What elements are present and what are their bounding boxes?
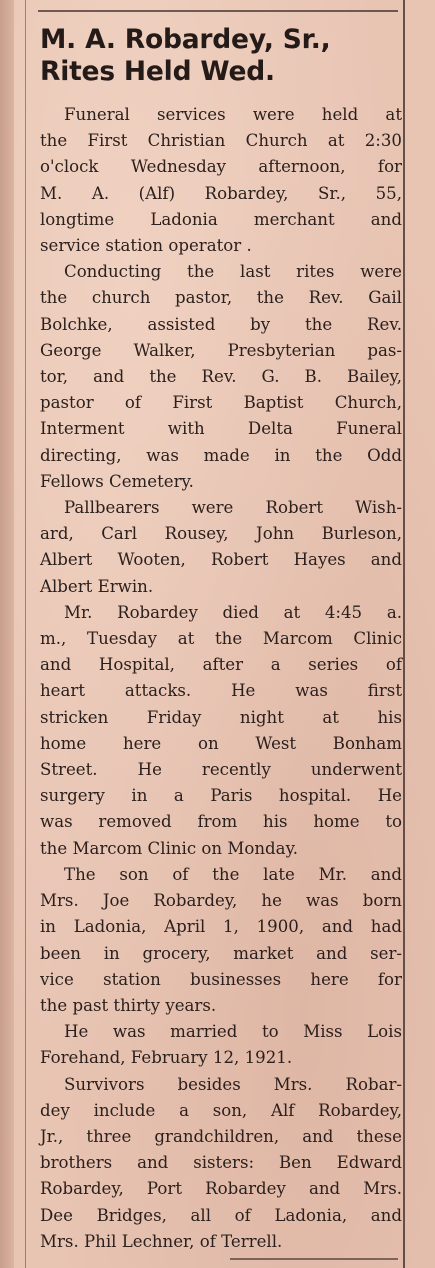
- text-line: The son of the late Mr. and: [64, 864, 402, 884]
- text-line: Jr., three grandchildren, and these: [40, 1126, 402, 1146]
- text-line: Albert Erwin.: [40, 576, 154, 596]
- text-line: Mrs. Joe Robardey, he was born: [40, 891, 402, 911]
- text-line: vice station businesses here for: [40, 969, 402, 989]
- text-line: the past thirty years.: [40, 995, 217, 1015]
- text-line: Interment with Delta Funeral: [40, 419, 402, 439]
- text-line: o'clock Wednesday afternoon, for: [40, 157, 402, 177]
- text-line: in Ladonia, April 1, 1900, and had: [40, 917, 402, 937]
- headline: [40, 24, 402, 88]
- text-line: directing, was made in the Odd: [40, 445, 402, 465]
- text-line: m., Tuesday at the Marcom Clinic: [40, 629, 402, 649]
- column-divider-rule: [403, 0, 405, 1268]
- text-line: been in grocery, market and ser-: [40, 943, 402, 963]
- left-column-rule: [25, 0, 26, 1268]
- text-line: ard, Carl Rousey, John Burleson,: [40, 524, 402, 544]
- text-line: Pallbearers were Robert Wish-: [64, 498, 402, 518]
- text-line: was removed from his home to: [40, 812, 402, 832]
- text-line: Mrs. Phil Lechner, of Terrell.: [40, 1231, 283, 1251]
- headline-line-1: M. A. Robardey, Sr.,: [40, 24, 331, 55]
- text-line: Albert Wooten, Robert Hayes and: [40, 550, 402, 570]
- text-line: Fellows Cemetery.: [40, 471, 194, 491]
- top-rule: [38, 10, 398, 12]
- paragraph: [40, 495, 402, 600]
- article-body: [40, 102, 402, 1255]
- text-line: pastor of First Baptist Church,: [40, 393, 402, 413]
- paragraph: [40, 1019, 402, 1071]
- paragraph: [40, 1072, 402, 1255]
- text-line: the Marcom Clinic on Monday.: [40, 838, 299, 858]
- obituary-article: [40, 24, 402, 1255]
- text-line: heart attacks. He was first: [40, 681, 402, 701]
- text-line: Survivors besides Mrs. Robar-: [64, 1074, 402, 1094]
- text-line: He was married to Miss Lois: [64, 1022, 402, 1042]
- text-line: brothers and sisters: Ben Edward: [40, 1153, 402, 1173]
- text-line: stricken Friday night at his: [40, 707, 402, 727]
- text-line: Forehand, February 12, 1921.: [40, 1048, 293, 1068]
- text-line: Bolchke, assisted by the Rev.: [40, 314, 402, 334]
- text-line: Funeral services were held at: [64, 105, 402, 124]
- text-line: longtime Ladonia merchant and: [40, 209, 402, 229]
- paragraph: [40, 862, 402, 1019]
- text-line: Mr. Robardey died at 4:45 a.: [64, 602, 402, 622]
- text-line: home here on West Bonham: [40, 733, 402, 753]
- text-line: M. A. (Alf) Robardey, Sr., 55,: [40, 183, 402, 203]
- text-line: the First Christian Church at 2:30: [40, 131, 402, 151]
- text-line: and Hospital, after a series of: [40, 655, 402, 675]
- text-line: dey include a son, Alf Robardey,: [40, 1100, 402, 1120]
- paragraph: [40, 102, 402, 259]
- text-line: service station operator .: [40, 236, 252, 256]
- text-line: Robardey, Port Robardey and Mrs.: [40, 1179, 402, 1199]
- text-line: the church pastor, the Rev. Gail: [40, 288, 402, 308]
- text-line: Street. He recently underwent: [40, 760, 402, 780]
- text-line: surgery in a Paris hospital. He: [40, 786, 402, 806]
- page-left-edge: [0, 0, 14, 1268]
- text-line: Dee Bridges, all of Ladonia, and: [40, 1205, 402, 1225]
- paragraph: [40, 259, 402, 495]
- text-line: George Walker, Presbyterian pas-: [40, 340, 402, 360]
- paragraph: [40, 600, 402, 862]
- bottom-rule: [230, 1258, 398, 1260]
- headline-line-2: Rites Held Wed.: [40, 56, 275, 87]
- text-line: tor, and the Rev. G. B. Bailey,: [40, 367, 402, 387]
- text-line: Conducting the last rites were: [64, 262, 402, 282]
